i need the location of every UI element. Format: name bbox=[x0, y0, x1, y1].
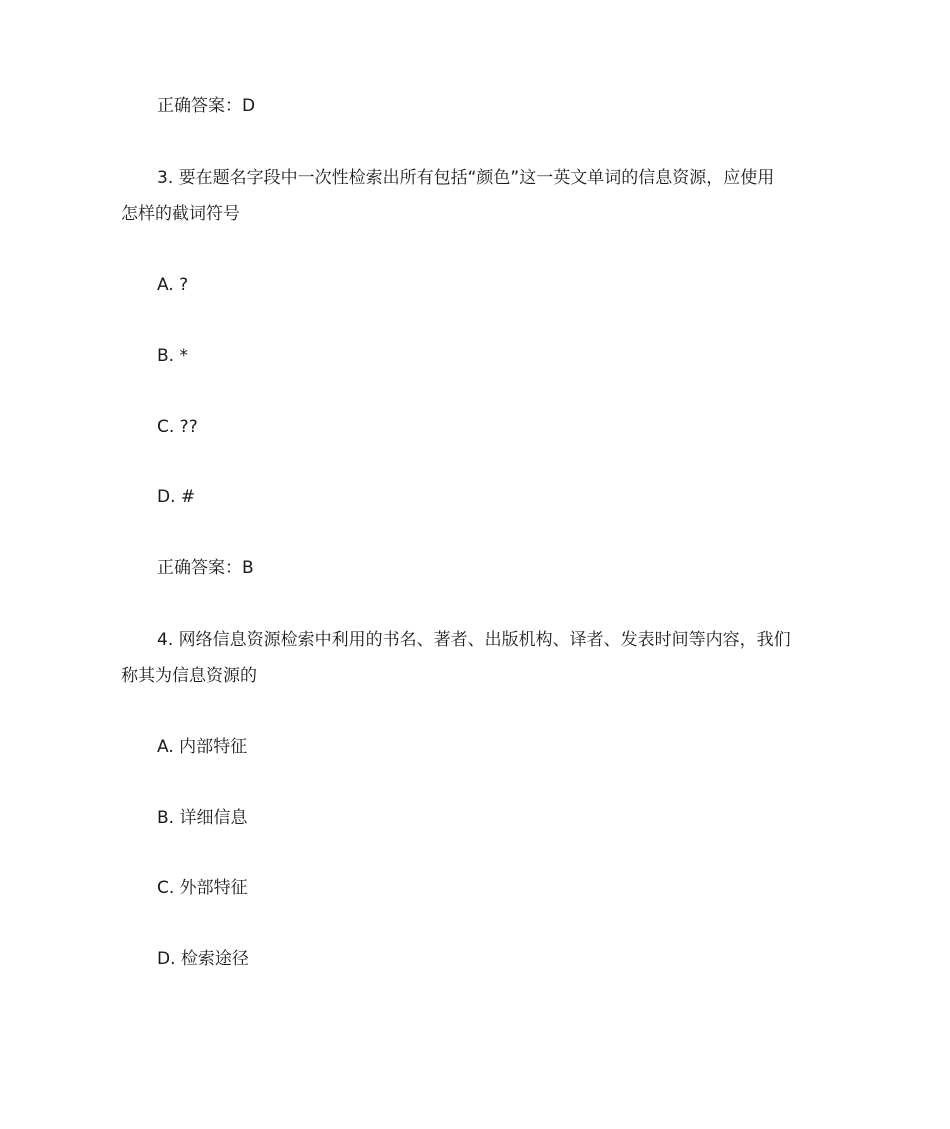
question-3-text-line2: 怎样的截词符号 bbox=[121, 204, 240, 224]
question-3-option-b: B. * bbox=[157, 346, 188, 366]
question-3-answer: 正确答案：B bbox=[157, 558, 254, 578]
question-4-text-line2: 称其为信息资源的 bbox=[121, 666, 257, 686]
question-3-text-line1: 3. 要在题名字段中一次性检索出所有包括“颜色”这一英文单词的信息资源，应使用 bbox=[157, 168, 775, 188]
question-3-option-c: C. ?? bbox=[157, 417, 198, 437]
question-3-option-a: A. ? bbox=[157, 275, 189, 295]
answer-previous: 正确答案：D bbox=[157, 96, 256, 116]
question-4-option-d: D. 检索途径 bbox=[157, 949, 249, 969]
question-4-text-line1: 4. 网络信息资源检索中利用的书名、著者、出版机构、译者、发表时间等内容，我们 bbox=[157, 630, 791, 650]
question-4-option-b: B. 详细信息 bbox=[157, 808, 248, 828]
question-4-option-a: A. 内部特征 bbox=[157, 737, 248, 757]
question-4-option-c: C. 外部特征 bbox=[157, 878, 248, 898]
question-3-option-d: D. # bbox=[157, 487, 196, 507]
